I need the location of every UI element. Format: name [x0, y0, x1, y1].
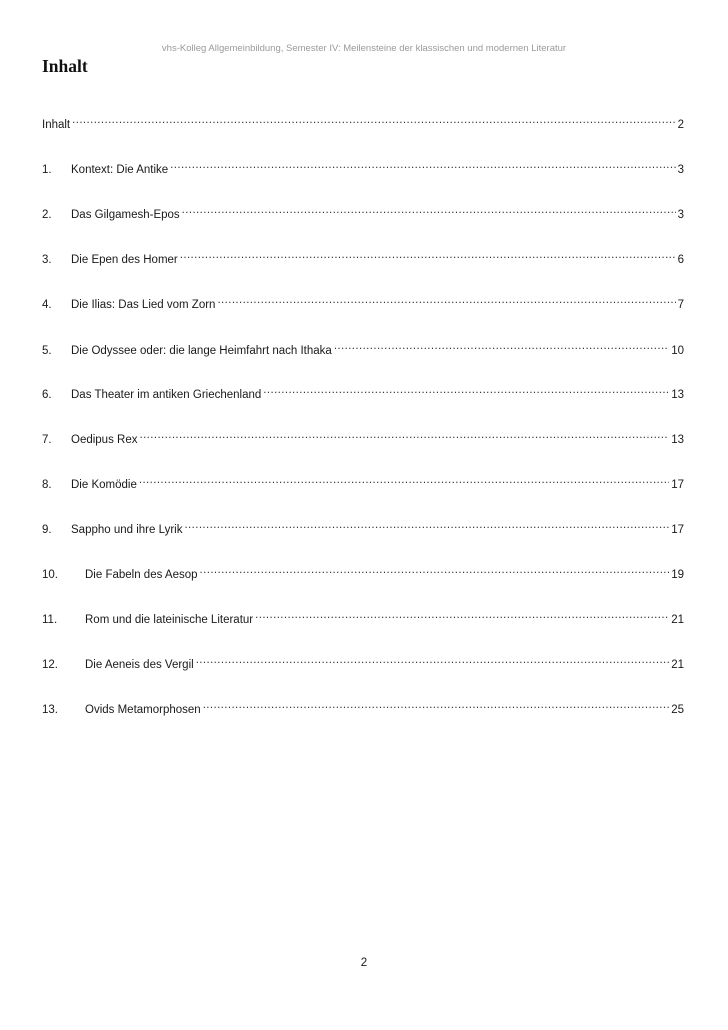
toc-entry-2[interactable]: [42, 202, 684, 221]
toc-entry-number: 11.: [42, 614, 58, 626]
toc-entry-number: 6.: [42, 389, 52, 401]
toc-entry-page: 21: [671, 614, 684, 626]
toc-dot-leader: [217, 292, 675, 308]
toc-entry-page: 17: [671, 524, 684, 536]
toc-entry-title: Rom und die lateinische Literatur: [85, 614, 254, 626]
toc-entry-title: Die Ilias: Das Lied vom Zorn: [71, 299, 216, 311]
toc-dot-leader: [182, 202, 676, 218]
toc-entry-5[interactable]: [42, 338, 684, 357]
toc-entry-title: Die Fabeln des Aesop: [85, 569, 198, 581]
toc-entry-number: 9.: [42, 524, 52, 536]
toc-dot-leader: [263, 382, 669, 398]
toc-dot-leader: [139, 427, 669, 443]
toc-entry-title: Inhalt: [42, 119, 71, 131]
toc-entry-title: Die Komödie: [71, 479, 137, 491]
toc-entry-title: Das Theater im antiken Griechenland: [71, 389, 262, 401]
toc-entry-page: 17: [671, 479, 684, 491]
toc-entry-number: 13.: [42, 704, 58, 716]
toc-entry-number: 5.: [42, 345, 52, 357]
toc-dot-leader: [180, 247, 676, 263]
toc-entry-12[interactable]: [42, 652, 684, 671]
toc-entry-number: 1.: [42, 164, 52, 176]
toc-dot-leader: [184, 517, 669, 533]
toc-entry-number: 8.: [42, 479, 52, 491]
toc-entry-title: Die Aeneis des Vergil: [85, 659, 194, 671]
toc-entry-page: 13: [671, 389, 684, 401]
toc-entry-inhalt[interactable]: [42, 112, 684, 131]
toc-entry-page: 3: [677, 164, 684, 176]
toc-dot-leader: [203, 697, 670, 713]
toc-entry-title: Oedipus Rex: [71, 434, 138, 446]
toc-entry-page: 21: [671, 659, 684, 671]
toc-entry-13[interactable]: [42, 697, 684, 716]
toc-entry-number: 3.: [42, 254, 52, 266]
toc-entry-11[interactable]: [42, 607, 684, 626]
toc-entry-page: 19: [671, 569, 684, 581]
toc-dot-leader: [334, 338, 669, 354]
toc-entry-title: Sappho und ihre Lyrik: [71, 524, 183, 536]
toc-entry-1[interactable]: [42, 157, 684, 176]
toc-entry-title: Kontext: Die Antike: [71, 164, 169, 176]
toc-entry-8[interactable]: [42, 472, 684, 491]
toc-dot-leader: [139, 472, 669, 488]
toc-entry-page: 10: [671, 345, 684, 357]
toc-entry-title: Die Epen des Homer: [71, 254, 178, 266]
toc-entry-6[interactable]: [42, 382, 684, 401]
toc-entry-4[interactable]: [42, 292, 684, 311]
toc-entry-title: Ovids Metamorphosen: [85, 704, 201, 716]
toc-entry-10[interactable]: [42, 562, 684, 581]
toc-entry-title: Das Gilgamesh-Epos: [71, 209, 180, 221]
toc-entry-page: 25: [671, 704, 684, 716]
toc-entry-number: 2.: [42, 209, 52, 221]
toc-dot-leader: [196, 652, 670, 668]
page-title: Inhalt: [42, 56, 88, 76]
page-number: 2: [360, 957, 368, 969]
toc-dot-leader: [200, 562, 670, 578]
toc-entry-page: 2: [677, 119, 684, 131]
toc-entry-7[interactable]: [42, 427, 684, 446]
toc-entry-title: Die Odyssee oder: die lange Heimfahrt nach Ithaka: [71, 345, 332, 357]
toc-entry-number: 7.: [42, 434, 52, 446]
toc-entry-page: 6: [677, 254, 684, 266]
running-header: vhs-Kolleg Allgemeinbildung, Semester IV: Meilensteine der klassischen und modernen Literatur: [161, 43, 567, 54]
toc-entry-number: 10.: [42, 569, 58, 581]
toc-entry-page: 13: [671, 434, 684, 446]
toc-entry-number: 4.: [42, 299, 52, 311]
toc-entry-3[interactable]: [42, 247, 684, 266]
toc-dot-leader: [170, 157, 675, 173]
toc-entry-page: 7: [677, 299, 684, 311]
toc-entry-9[interactable]: [42, 517, 684, 536]
toc-entry-page: 3: [677, 209, 684, 221]
toc-entry-number: 12.: [42, 659, 58, 671]
toc-dot-leader: [72, 112, 675, 128]
toc-dot-leader: [255, 607, 669, 623]
